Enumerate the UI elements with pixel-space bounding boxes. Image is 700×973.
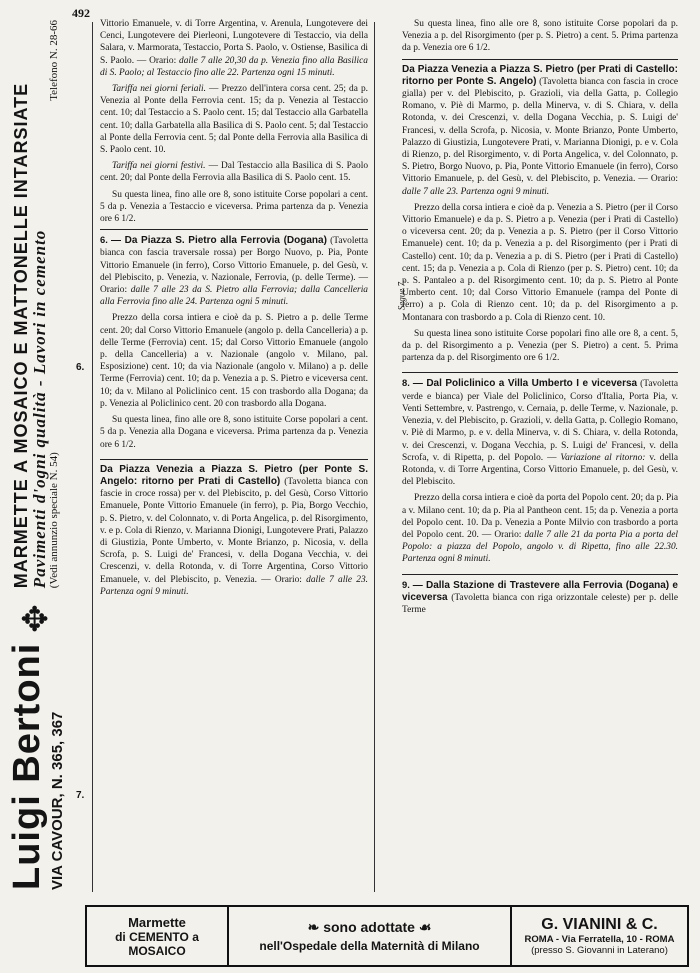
advert-note: (Vedi annunzio speciale N. 54) — [47, 452, 60, 589]
ornament-icon: ✥ — [18, 604, 55, 633]
advert-ospedale: ❧ sono adottate ☙ nell'Ospedale della Maternità di Milano — [229, 907, 512, 965]
section-route-6 — [100, 234, 368, 450]
column-divider — [374, 22, 375, 892]
bottom-advertisement — [85, 905, 689, 967]
fleuron-left-icon: ❧ — [307, 919, 324, 935]
paragraph-corse-top: Su questa linea, fino alle ore 8, sono istituite Corse popolari da p. Venezia a p. del Risorgimento (per p. S. Pietro) a cent. 5. Prima partenza da p. Venezia ore 6 1/2. — [402, 19, 678, 54]
section-rule — [100, 459, 368, 460]
route-7-heading: Da Piazza Venezia a Piazza S. Pietro (per Ponte S. Angelo: ritorno per Prati di Castello) (Tavoletta bianca con fascie in croce rossa) per v. del Plebiscito, p. del Gesù, Corso Vittorio Emanuele, Ponte Vittorio Emanuele (in ferro), p. Pia, Borgo Vecchio, p. S. Pietro, v. del Colonnato, v. di Porta Angelica, p. del Risorgimento, v. e p. Cola di Rienzo, v. Marianna Dionigi, Lungotevere Prati, Palazzo di Giustizia, Ponte Umberto, v. Monte Brianzo, p. Nicosia, v. della Scrofa, p. S. Luigi de' Francesi, v. della Dogana Vecchia, v. dei Crescenzi, v. della Rotonda, v. di Torre Argentina, Corso Vittorio Emanuele, v. del Plebiscito, p. Venezia. — Orario: dalle 7 alle 23. Partenza ogni 9 minuti. — [100, 463, 369, 597]
route-7b-corse: Su questa linea sono istituite Corse popolari fino alle ore 8, a cent. 5, da p. del Risorgimento a p. Venezia (per S. Pietro) a cent. 5. Prima partenza da p. del Risorgimento ore 6 1/2. — [402, 328, 678, 364]
section-rule — [402, 372, 678, 373]
route-number-6: 6. — [76, 362, 85, 373]
fleuron-right-icon: ☙ — [414, 919, 432, 935]
section-rule — [402, 59, 678, 60]
paragraph-route-5-end: Vittorio Emanuele, v. di Torre Argentina, v. Arenula, Lungotevere dei Cenci, Lungotevere dei Pierleoni, Lungotevere di Testaccio, via della Salara, v. Marmorata, Testaccio, Porta S. Paolo, v. Ostiense, Basilica di S. Paolo. — Orario: dalle 7 alle 20,30 da p. Venezia fino alla Basilica di S. Paolo; al Testaccio fino alle 22. Partenza ogni 15 minuti. — [100, 19, 368, 78]
left-divider — [92, 22, 93, 892]
advert-vianini: G. VIANINI & C. ROMA - Via Ferratella, 10 - ROMA (presso S. Giovanni in Laterano) — [524, 916, 675, 956]
route-7b-heading: Da Piazza Venezia a Piazza S. Pietro (per Prati di Castello: ritorno per Ponte S. Angelo) (Tavoletta bianca con fascia in croce gialla) per v. del Plebiscito, p. Grazioli, via della Gatta, p. Collegio Romano, v. Piè di Marmo, p. della Minerva, v. di S. Chiara, v. della Rotonda, v. dei Crescenzi, v. della Dogana Vecchia, p. S. Luigi de' Francesi, v. della Scrofa, p. Nicosia, v. Monte Brianzo, Ponte Umberto, Palazzo di Giustizia, Lungotevere Prati, v. Marianna Dionigi, p. e v. Cola di Rienzo, p. del Risorgimento, v. di Porta Angelica, v. del Colonnato, p. S. Pietro, Borgo Nuovo, p. Pia, Ponte Vittorio Emanuele (in ferro), Corso Vittorio Emanuele, p. del Gesù, v. del Plebiscito, p. Venezia. — Orario: dalle 7 alle 23. Partenza ogni 9 minuti. — [402, 63, 679, 197]
vertical-advertisement — [0, 20, 72, 890]
route-9-heading: 9. — Dalla Stazione di Trastevere alla Ferrovia (Dogana) e viceversa (Tavoletta bianca con riga orizzontale celeste) per p. delle Terme — [402, 578, 678, 615]
right-column — [402, 18, 678, 624]
segue-label: Segue 7. — [396, 279, 407, 311]
route-number-7: 7. — [76, 790, 85, 801]
route-6-corse: Su questa linea, fino alle ore 8, sono istituite Corse popolari a cent. 5 da p. Venezia alla Dogana e viceversa. Prima partenza da p. Venezia ore 6 1/2. — [100, 415, 368, 450]
page-number: 492 — [72, 6, 90, 20]
advert-phone: Telefono N. 28-66 — [47, 20, 60, 101]
paragraph-tariffa-feriali: Tariffa nei giorni feriali. — Prezzo dell'intera corsa cent. 25; da p. Venezia al Ponte della Ferrovia cent. 15; da p. Venezia al Testaccio cent. 10; dal Testaccio a S. Paolo cent. 15; dal Testaccio alla Garbatella cent. 10; dalla Garbatella alla Basilica di S. Paolo cent. 5; dal Testaccio al Ponte della Ferrovia cent. 5; dal Ponte della Ferrovia alla Basilica di S. Paolo cent. 10. — [100, 84, 368, 156]
section-route-9 — [402, 579, 678, 617]
route-8-prezzo: Prezzo della corsa intiera e cioè da porta del Popolo cent. 20; da p. Pia a v. Milano cent. 10; da p. Pia al Pantheon cent. 15; da p. Venezia a porta del Popolo cent. 10. Da p. Venezia a Ponte Milvio con trasbordo a porta del Popolo cent. 20. — Orario: dalle 7 alle 21 da porta Pia a porta del Popolo: a piazza del Popolo, angolo v. di Ripetta, fino alle 22.30. Partenza ogni 8 minuti. — [402, 493, 678, 565]
route-6-prezzo: Prezzo della corsa intiera e cioè da p. S. Pietro a p. delle Terme cent. 20; dal Corso Vittorio Emanuele (angolo p. della Cancelleria) a p. delle Terme (Ferrovia) cent. 15; dal Corso Vittorio Emanuele (angolo p. della Cancelleria) a v. Nazionale (angolo v. Milano, pal. Esposizione) cent. 10; da via Nazionale (angolo v. Milano) a p. delle Terme (Ferrovia) cent. 10; da p. Venezia a p. S. Pietro e viceversa cent. 10; da v. Milano al Policlinico cent. 15 con trasbordo alla Dogana; da p. Venezia al Policlinico cent. 20 con trasbordo alla Dogana. — [100, 313, 368, 409]
advert-title: MARMETTE A MOSAICO E MATTONELLE INTARSIATE — [10, 82, 31, 589]
section-rule — [100, 229, 368, 230]
section-route-7 — [100, 464, 368, 598]
section-route-7b — [402, 64, 678, 365]
advert-marmette: Marmette di CEMENTO a MOSAICO — [87, 907, 229, 965]
advertiser-address: VIA CAVOUR, N. 365, 367 — [48, 711, 66, 890]
paragraph-corse-popolari: Su questa linea, fino alle ore 8, sono istituite Corse popolari a cent. 5 da p. Venezia a Testaccio e viceversa. Prima partenza da p. Venezia ore 6 1/2. — [100, 189, 368, 225]
route-8-heading: 8. — Dal Policlinico a Villa Umberto I e viceversa (Tavoletta verde e bianca) per Viale del Policlinico, Corso d'Italia, Porta Pia, v. Venti Settembre, v. Pastrengo, v. Cernaia, p. delle Terme, v. Nazionale, p. Venezia, v. del Plebiscito, p. Grazioli, v. della Gatta, p. Collegio Romano, v. Piè di Marmo, p. e v. della Minerva, v. di S. Chiara, v. della Rotonda, v. dei Crescenzi, v. Dogana Vecchia, p. S. Luigi de' Francesi, v. della Scrofa, v. di Ripetta, p. del Popolo. — Variazione al ritorno: v. della Rotonda, v. di Torre Argentina, Corso Vittorio Emanuele, p. del Gesù, v. del Plebiscito. — [402, 377, 679, 488]
route-6-heading: 6. — Da Piazza S. Pietro alla Ferrovia (Dogana) (Tavoletta bianca con fascia traversale rossa) per Borgo Nuovo, p. Pia, Ponte Vittorio Emanuele (in ferro), Corso Vittorio Emanuele, p. del Gesù, v. del Plebiscito, p. Venezia, v. Nazionale, Ferrovia, (p. delle Terme). — Orario: dalle 7 alle 23 da S. Pietro alla Ferrovia; dalla Cancelleria alla Ferrovia fino alle 24. Partenza ogni 5 minuti. — [100, 234, 368, 308]
advertiser-name: Luigi Bertoni — [5, 642, 48, 890]
section-route-8 — [402, 377, 678, 565]
paragraph-tariffa-festivi: Tariffa nei giorni festivi. — Dal Testaccio alla Basilica di S. Paolo cent. 20; dal Ponte della Ferrovia alla Basilica di S. Paolo cent. 15. — [100, 161, 369, 184]
section-rule — [402, 574, 678, 575]
advert-subtitle: Pavimenti d'ogni qualità - Lavori in cemento — [29, 229, 49, 589]
left-column — [100, 18, 368, 606]
route-7b-prezzo: Prezzo della corsa intiera e cioè da p. Venezia a S. Pietro (per il Corso Vittorio Emanuele) e da p. S. Pietro a p. Venezia (per i Prati di Castello) o viceversa cent. 20; da p. Venezia a p. S. Pietro (per il Corso Vittorio Emanuele) cent. 10; da p. Venezia a p. del Risorgimento (per i Prati di Castello) cent. 10; da p. Venezia a p. di S. Pietro (per i Prati di Castello) cent. 15; da p. Venezia a p. Cola di Rienzo (per p. S. Pietro) cent. 10; da p. S. Pantaleo a p. del Risorgimento cent. 10; da p. S. Pietro al Ponte Umberto cent. 10; dal Corso Vittorio Emanuele (rampa del Ponte di ferro) a p. Cola di Rienzo cent. 10; da p. del Risorgimento a p. Montanara con trasbordo a p. Cola di Rienzo cent. 10. — [402, 202, 678, 323]
